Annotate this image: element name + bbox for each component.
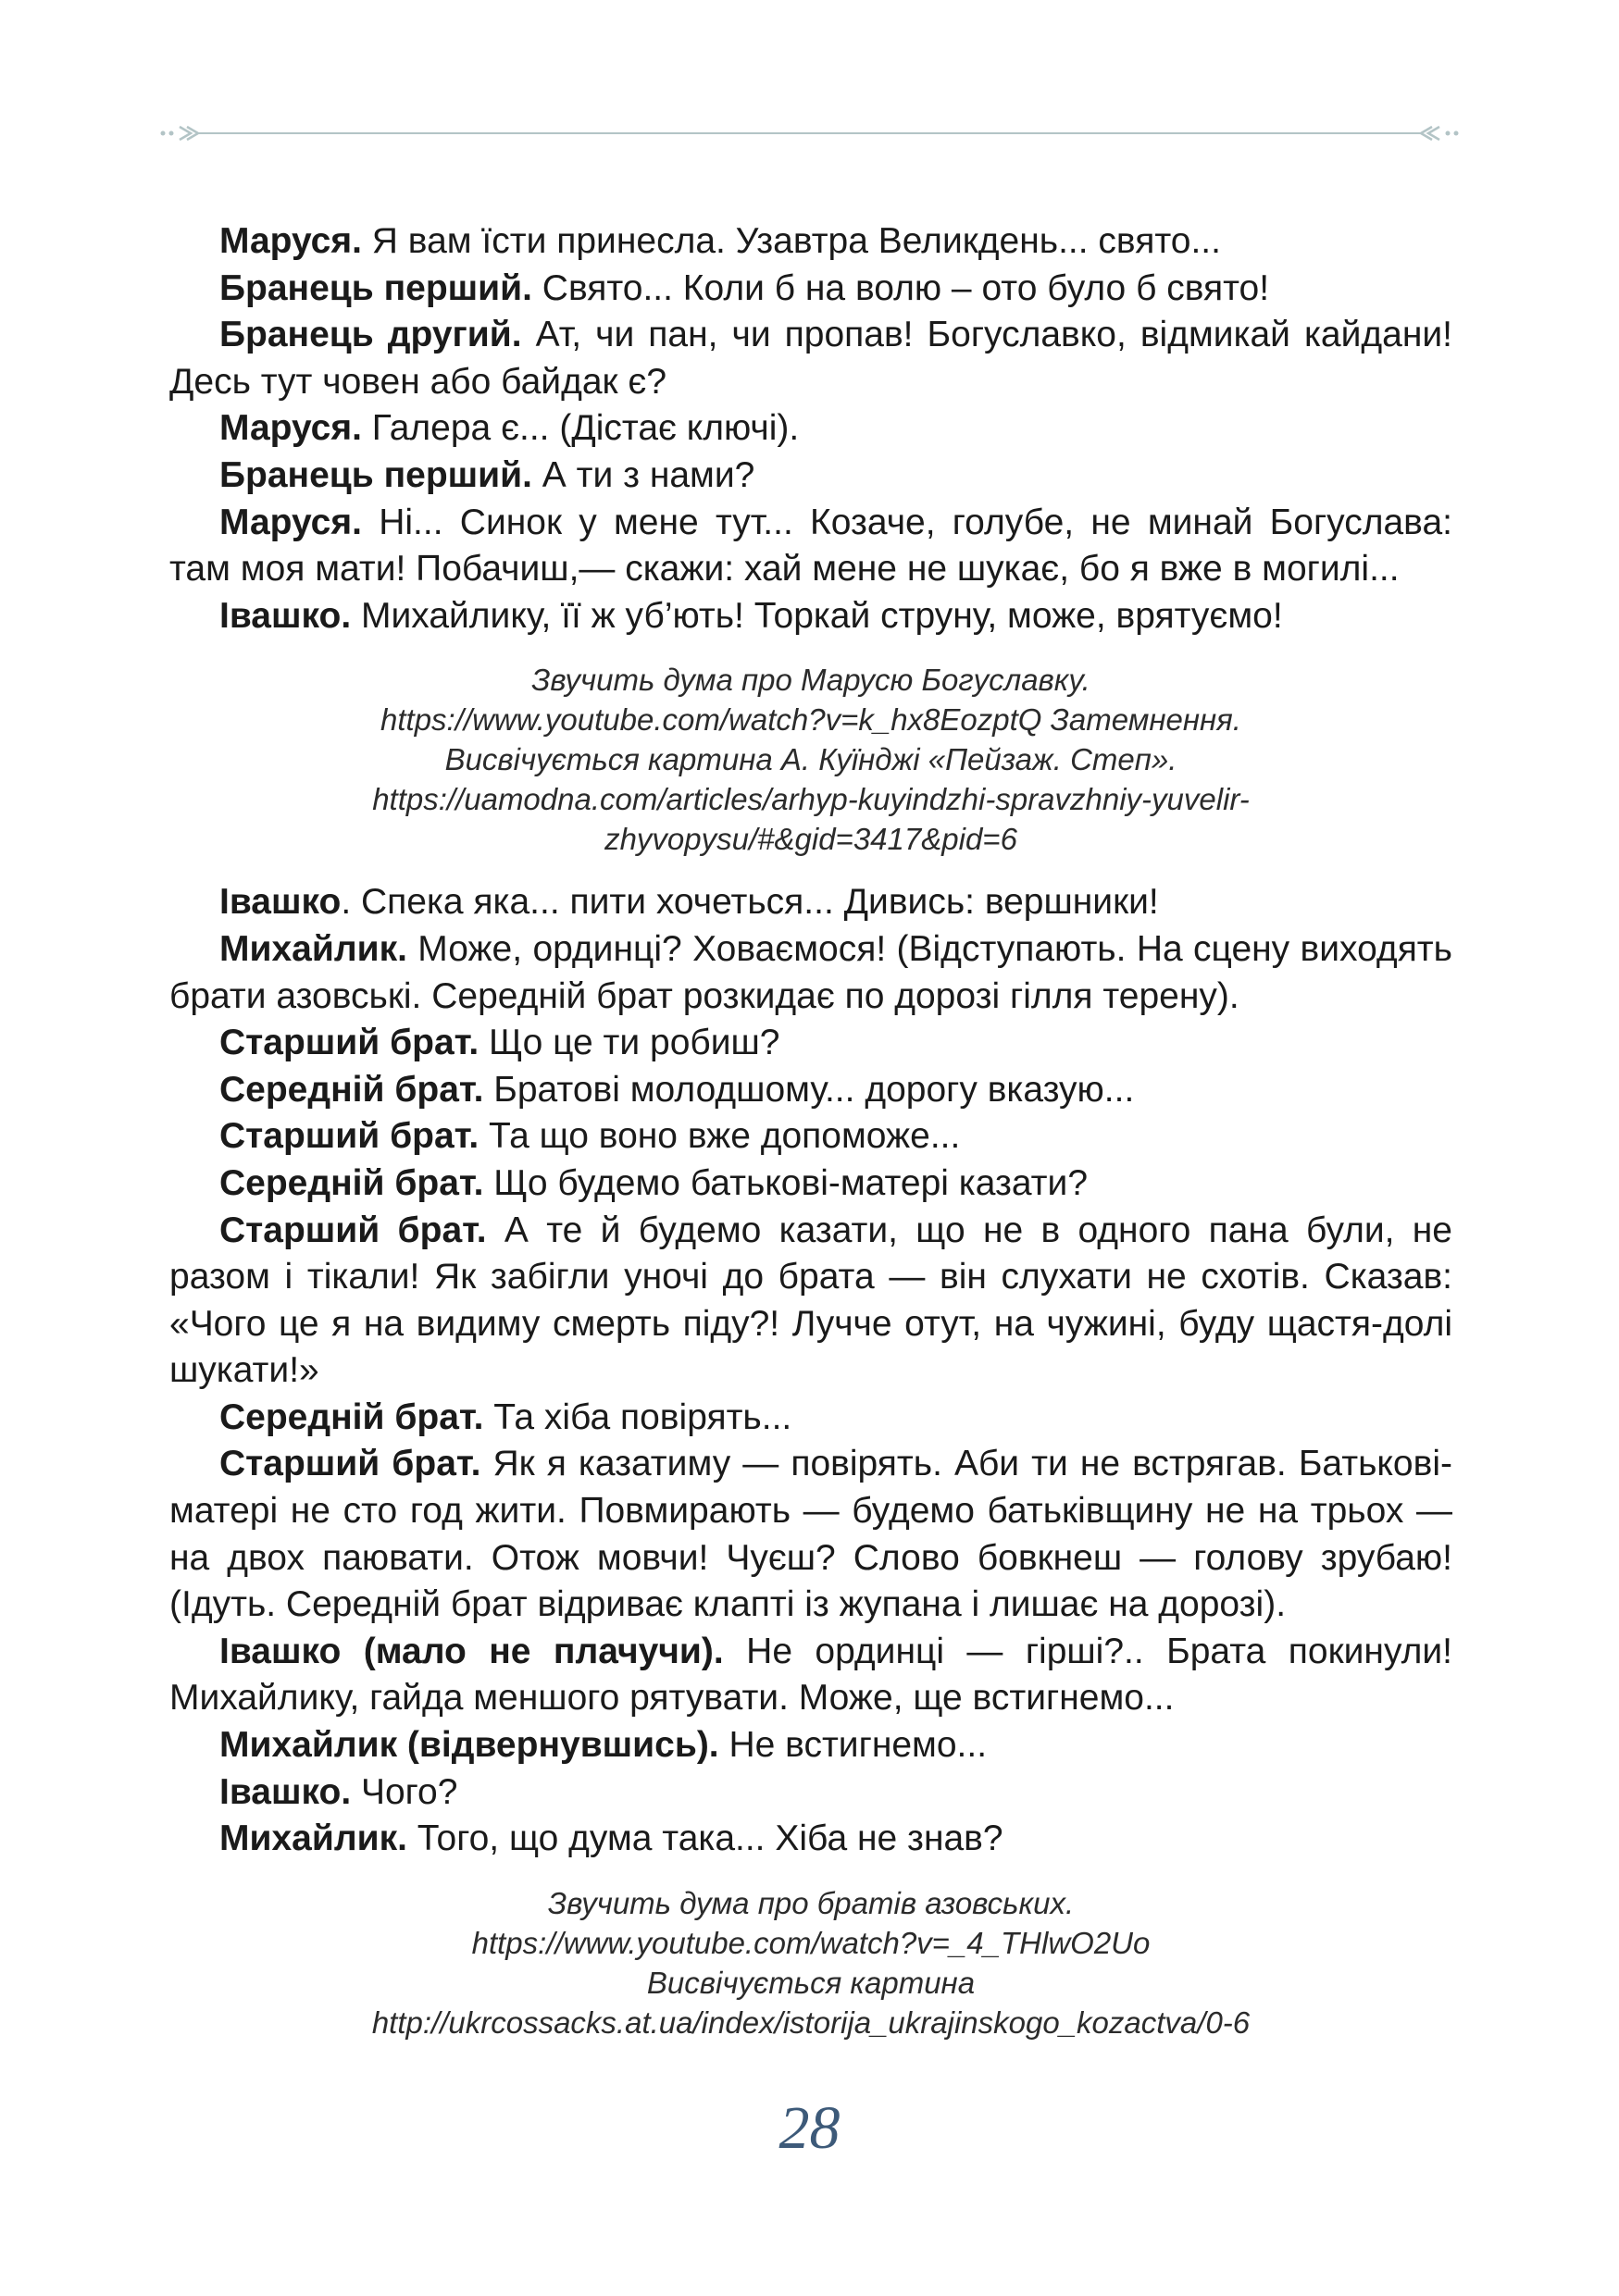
speaker-name: Середній брат. bbox=[219, 1162, 484, 1203]
note-line: Звучить дума про Марусю Богуславку. bbox=[531, 663, 1090, 698]
line-text: Я вам їсти принесла. Узавтра Великдень... свято... bbox=[361, 221, 1221, 261]
line-text: Що будемо батькові-матері казати? bbox=[483, 1162, 1089, 1203]
line-text: Та хіба повірять... bbox=[483, 1396, 792, 1437]
line-text: Братові молодшому... дорогу вказую... bbox=[483, 1069, 1135, 1110]
note-line: Висвічується картина А. Куїнджі «Пейзаж. Степ». bbox=[444, 742, 1177, 777]
dialogue-line bbox=[169, 266, 1452, 313]
arrow-ornament-icon bbox=[159, 122, 213, 144]
speaker-name: Бранець перший. bbox=[219, 454, 532, 495]
speaker-name: Івашко. bbox=[219, 1771, 352, 1812]
speaker-name: Старший брат. bbox=[219, 1444, 481, 1484]
stage-note-1 bbox=[169, 660, 1452, 859]
dialogue-block-2 bbox=[169, 879, 1452, 1862]
speaker-name: Старший брат. bbox=[219, 1210, 487, 1250]
dialogue-line bbox=[169, 312, 1452, 405]
line-text: Ні... Синок у мене тут... Козаче, голубе, не минай Богуслава: там моя мати! Побачиш,— скажи: хай мене не шукає, бо я вже в могилі... bbox=[169, 502, 1452, 590]
line-text: Що це ти робиш? bbox=[479, 1023, 780, 1063]
line-text: Михайлику, її ж уб’ють! Торкай струну, може, врятуємо! bbox=[351, 595, 1283, 636]
dialogue-line bbox=[169, 926, 1452, 1020]
line-text: Може, ординці? Ховаємося! (Відступають. На сцену виходять брати азовські. Середній брат розкидає по дорозі гілля терену). bbox=[169, 928, 1452, 1016]
note-line: https://uamodna.com/articles/arhyp-kuyindzhi-spravzhniy-yuvelir- bbox=[372, 782, 1250, 817]
note-line: Висвічується картина bbox=[646, 1965, 976, 2000]
dialogue-line bbox=[169, 1113, 1452, 1160]
stage-note-2 bbox=[169, 1883, 1452, 2042]
note-line: zhyvopysu/#&gid=3417&pid=6 bbox=[604, 822, 1017, 857]
speaker-name: Середній брат. bbox=[219, 1396, 484, 1437]
line-text: Галера є... (Дістає ключі). bbox=[361, 408, 800, 449]
dialogue-line bbox=[169, 1629, 1452, 1722]
speaker-name: Михайлик. bbox=[219, 928, 407, 969]
line-text: Чого? bbox=[351, 1771, 458, 1812]
speaker-name: Івашко (мало не плачучи). bbox=[219, 1631, 724, 1671]
dialogue-line bbox=[169, 500, 1452, 593]
speaker-name: Маруся. bbox=[219, 502, 362, 542]
dialogue-line bbox=[169, 1722, 1452, 1769]
line-text: Того, що дума така... Хіба не знав? bbox=[406, 1818, 1003, 1859]
page-body bbox=[169, 218, 1452, 2063]
line-text: Не встигнемо... bbox=[718, 1725, 988, 1766]
dialogue-line bbox=[169, 405, 1452, 453]
dialogue-line bbox=[169, 879, 1452, 926]
line-text: А те й будемо казати, що не в одного пана були, не разом і тікали! Як забігли уночі до брата — він слухати не схотів. Сказав: «Чого це я на видиму смерть піду?! Лучче отут, на чужині, буду щастя-долі шукати!» bbox=[169, 1210, 1452, 1391]
note-line: https://www.youtube.com/watch?v=_4_THlwO2Uo bbox=[471, 1925, 1151, 1960]
header-rule bbox=[213, 132, 1406, 134]
arrow-ornament-icon bbox=[1406, 122, 1460, 144]
speaker-name: Старший брат. bbox=[219, 1023, 479, 1063]
line-text: А ти з нами? bbox=[531, 454, 755, 495]
dialogue-line bbox=[169, 453, 1452, 500]
page-number: 28 bbox=[778, 2094, 841, 2162]
dialogue-line bbox=[169, 1160, 1452, 1208]
dialogue-line bbox=[169, 1769, 1452, 1817]
speaker-name: Івашко bbox=[219, 882, 342, 923]
speaker-name: Михайлик (відвернувшись). bbox=[219, 1725, 719, 1766]
dialogue-line bbox=[169, 1441, 1452, 1628]
note-line: http://ukrcossacks.at.ua/index/istorija_ukrajinskogo_kozactva/0-6 bbox=[371, 2004, 1251, 2040]
dialogue-line bbox=[169, 593, 1452, 640]
dialogue-line bbox=[169, 1208, 1452, 1395]
dialogue-line bbox=[169, 1067, 1452, 1114]
line-text: Не ординці — гірші?.. Брата покинули! Михайлику, гайда меншого рятувати. Може, ще встигнемо... bbox=[169, 1631, 1452, 1719]
line-text: Свято... Коли б на волю – ото було б свято! bbox=[531, 267, 1270, 308]
speaker-name: Бранець другий. bbox=[219, 315, 522, 355]
dialogue-block-1 bbox=[169, 218, 1452, 639]
speaker-name: Івашко. bbox=[219, 595, 352, 636]
speaker-name: Середній брат. bbox=[219, 1069, 484, 1110]
speaker-name: Старший брат. bbox=[219, 1116, 479, 1157]
line-text: Та що воно вже допоможе... bbox=[479, 1116, 961, 1157]
note-line: https://www.youtube.com/watch?v=k_hx8EozptQ Затемнення. bbox=[380, 702, 1241, 738]
note-line: Звучить дума про братів азовських. bbox=[547, 1885, 1075, 1920]
line-text: Ат, чи пан, чи пропав! Богуславко, відмикай кайдани! Десь тут човен або байдак є? bbox=[169, 315, 1453, 402]
speaker-name: Бранець перший. bbox=[219, 267, 532, 308]
line-text: Як я казатиму — повірять. Аби ти не встрягав. Батькові-матері не сто год жити. Повмирають — будемо батьківщину не на трьох — на двох паювати. Отож мовчи! Чуєш? Слово бовкнеш — голову зрубаю! (Ідуть. Середній брат відриває клапті із жупана і лишає на дорозі). bbox=[169, 1444, 1452, 1625]
dialogue-line bbox=[169, 218, 1452, 266]
dialogue-line bbox=[169, 1816, 1452, 1863]
speaker-name: Маруся. bbox=[219, 221, 362, 261]
speaker-name: Маруся. bbox=[219, 408, 362, 449]
dialogue-line bbox=[169, 1020, 1452, 1067]
line-text: . Спека яка... пити хочеться... Дивись: вершники! bbox=[341, 882, 1159, 923]
speaker-name: Михайлик. bbox=[219, 1818, 407, 1859]
dialogue-line bbox=[169, 1395, 1452, 1442]
header-ornament bbox=[159, 122, 1460, 144]
